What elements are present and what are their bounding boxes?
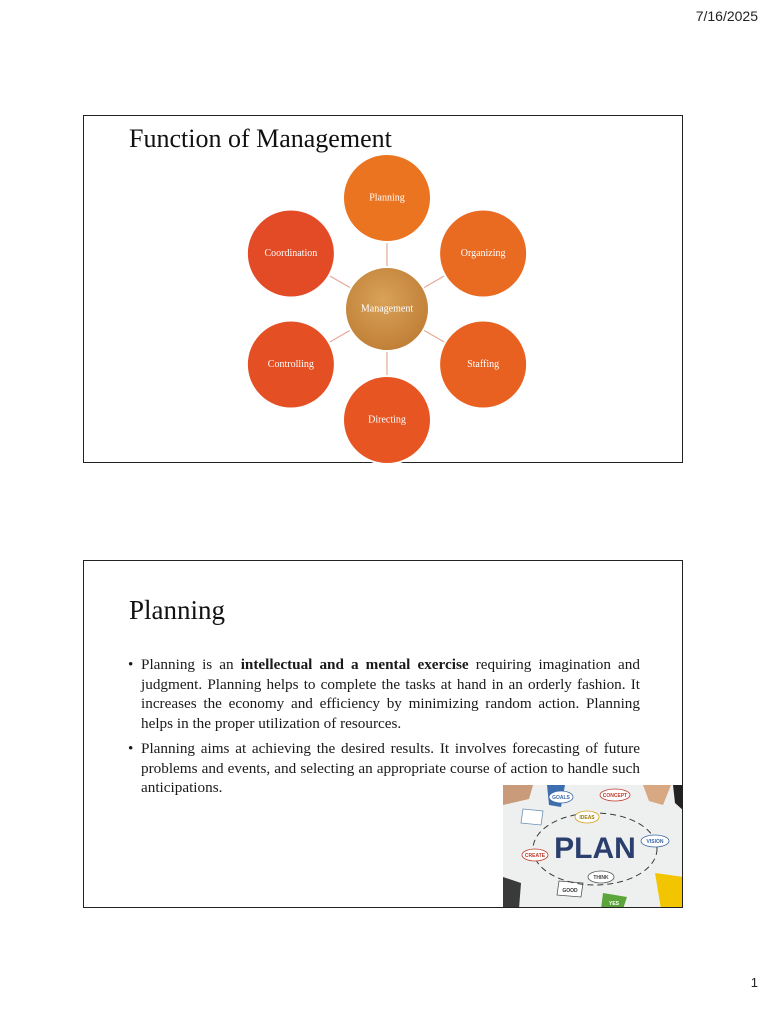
node-management (345, 267, 429, 351)
management-functions-diagram (84, 116, 684, 476)
node-planning-label: Planning (369, 192, 405, 204)
tag-label: YES (608, 901, 620, 907)
node-planning (343, 154, 431, 242)
bullet-bold-text: intellectual and a mental exercise (240, 656, 469, 673)
node-directing (343, 376, 431, 464)
bullet-list (128, 655, 640, 804)
bullet-text: requiring imagination and judgment. Planning helps to complete the tasks at hand in an orderly fashion. It increases the economy and efficiency by minimizing random action. Planning helps in the proper utilization of resources. (141, 656, 640, 732)
tag-label: GOALS (552, 795, 570, 801)
node-controlling-label: Controlling (267, 358, 314, 370)
slide-title: Function of Management (129, 124, 392, 153)
header-date: 7/16/2025 (695, 8, 758, 24)
slide-function-of-management (83, 115, 683, 463)
tag-label: GOOD (562, 888, 578, 894)
bullet-text: Planning is an (141, 656, 241, 673)
plan-word: PLAN (554, 832, 636, 865)
tag-label: VISION (646, 839, 664, 845)
tag-label: THINK (593, 875, 609, 881)
tag-label: IDEAS (579, 815, 595, 821)
node-directing-label: Directing (368, 414, 406, 426)
node-coordination-label: Coordination (264, 247, 318, 259)
node-coordination (247, 210, 335, 298)
node-organizing-label: Organizing (460, 247, 506, 259)
node-controlling (247, 321, 335, 409)
node-management-label: Management (360, 303, 414, 315)
tag-label: CONCEPT (602, 793, 628, 799)
slide-title: Planning (129, 595, 226, 625)
tag-label: CREATE (524, 853, 546, 859)
node-staffing (439, 321, 527, 409)
slide-planning (83, 560, 683, 908)
plan-illustration-image (503, 785, 683, 908)
bullet-item (128, 655, 640, 733)
bullet-text: Planning aims at achieving the desired results. It involves forecasting of future problems and events, and selecting an appropriate course of action to handle such anticipations. (141, 740, 640, 796)
node-staffing-label: Staffing (467, 358, 500, 370)
paper-shape (521, 809, 543, 825)
node-organizing (439, 210, 527, 298)
page-number: 1 (750, 975, 758, 990)
